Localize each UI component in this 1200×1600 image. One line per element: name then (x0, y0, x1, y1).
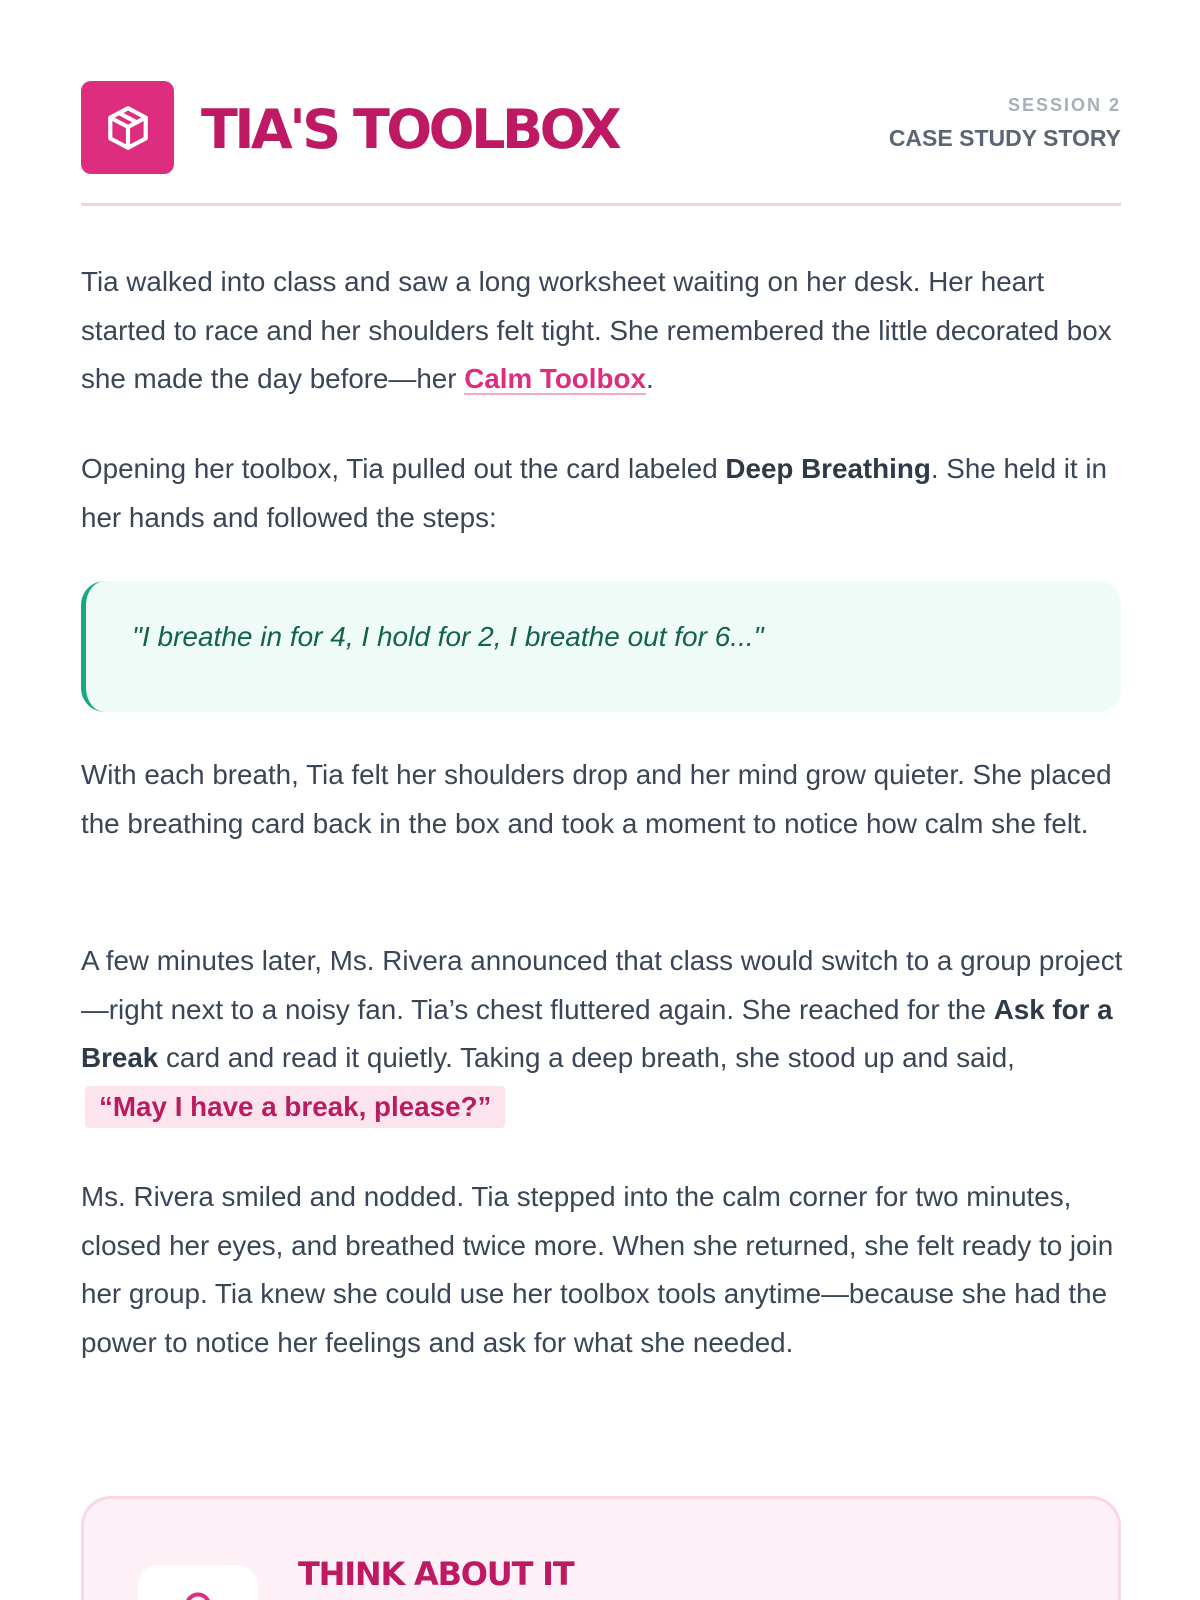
logo (81, 81, 174, 174)
paragraph-end: . (645, 363, 654, 394)
page-header (81, 81, 1121, 206)
package-box-icon (103, 103, 153, 153)
paragraph-text: . She held it in her hands and followed the steps: (81, 453, 1108, 533)
story-paragraph-3: With each breath, Tia felt her shoulders drop and her mind grow quieter. She placed the breathing card back in the box and took a moment to notice how calm she felt. (81, 759, 1112, 839)
lightbulb-icon (176, 1589, 220, 1600)
paragraph-text: Opening her toolbox, Tia pulled out the card labeled (81, 453, 726, 484)
break-request-highlight: “May I have a break, please?” (85, 1086, 505, 1128)
page-title: TIA'S TOOLBOX (201, 98, 619, 161)
think-icon-badge (138, 1565, 258, 1600)
ask-for-break-term: Ask for a Break (81, 993, 1113, 1073)
calm-toolbox-link[interactable]: Calm Toolbox (464, 363, 646, 394)
deep-breathing-term: Deep Breathing (725, 453, 931, 484)
paragraph-text: A few minutes later, Ms. Rivera announced that class would switch to a group project—right next to a noisy fan. Tia’s chest fluttered again. She reached for the (81, 945, 1123, 1025)
paragraph-text: Tia walked into class and saw a long worksheet waiting on her desk. Her heart started to race and her shoulders felt tight. She remembered the little decorated box she made the day before—her (81, 266, 1112, 394)
document-type: CASE STUDY STORY (888, 125, 1121, 151)
think-about-it-card (81, 1496, 1121, 1600)
session-label: SESSION 2 (1007, 95, 1121, 115)
story-paragraph-1 (81, 258, 1126, 404)
story-paragraph-2 (81, 445, 1126, 542)
breathing-quote-callout (81, 581, 1121, 712)
paragraph-text: card and read it quietly. Taking a deep breath, she stood up and said, (158, 1042, 1015, 1073)
think-card-title: THINK ABOUT IT (298, 1555, 574, 1593)
story-paragraph-4 (81, 937, 1126, 1131)
story-paragraph-5: Ms. Rivera smiled and nodded. Tia stepped into the calm corner for two minutes, closed her eyes, and breathed twice more. When she returned, she felt ready to join her group. Tia knew she could use her toolbox tools anytime—because she had the power to notice her feelings and ask for what she needed. (81, 1181, 1114, 1358)
breathing-quote: "I breathe in for 4, I hold for 2, I breathe out for 6..." (132, 621, 764, 652)
